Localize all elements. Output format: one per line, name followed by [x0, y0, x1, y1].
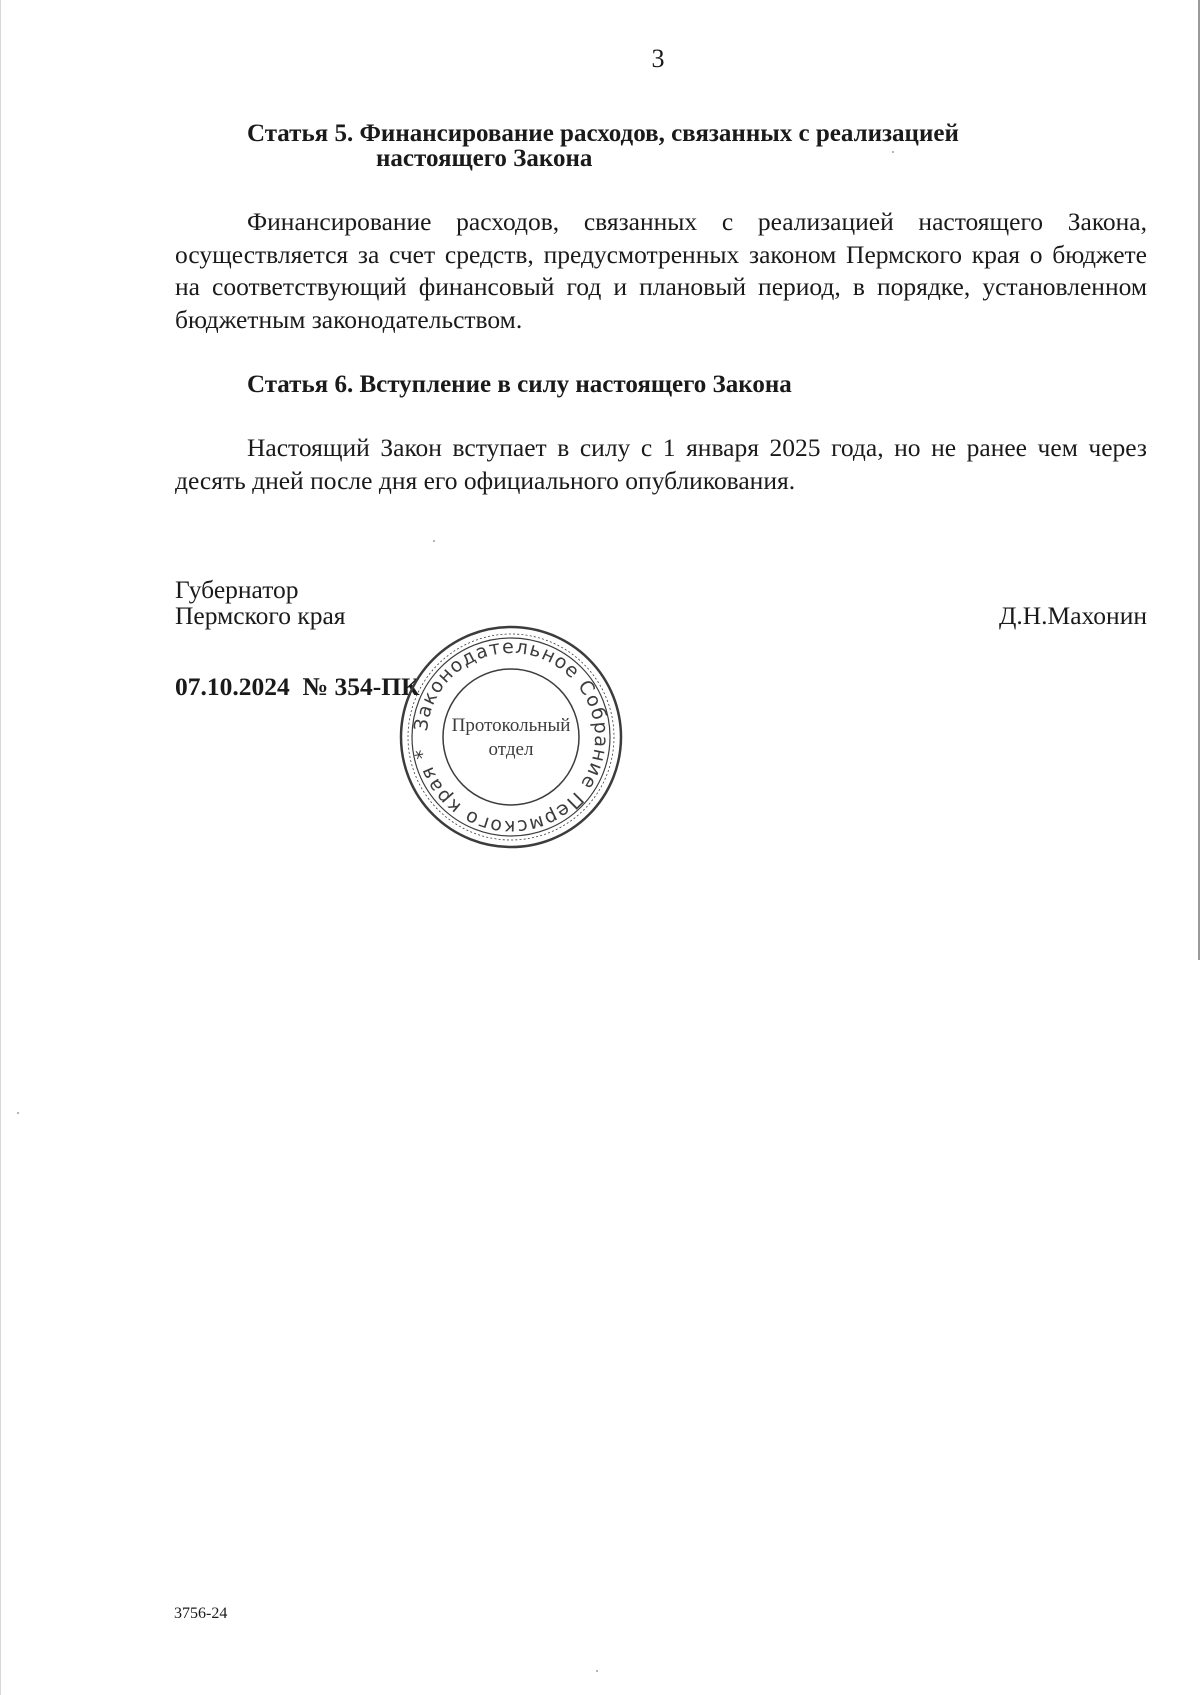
law-date-and-number: 07.10.2024 № 354-ПК: [175, 672, 420, 701]
article-5-heading: Статья 5. Финансирование расходов, связанных с реализацией: [247, 120, 959, 147]
official-stamp: [398, 624, 624, 850]
article-6-text: Настоящий Закон вступает в силу с 1 января 2025 года, но не ранее чем через десять дней после дня его официального опубликования.: [175, 433, 1147, 495]
stamp-outer-ring: [401, 627, 621, 847]
page-number: 3: [651, 44, 665, 73]
scan-speck: [892, 151, 894, 153]
stamp-seal-icon: [398, 624, 624, 850]
signatory-position-line-1: Губернатор: [175, 575, 299, 604]
scan-speck: [596, 1670, 598, 1672]
article-5-heading-continued: настоящего Закона: [376, 145, 593, 172]
article-6-heading: Статья 6. Вступление в силу настоящего Закона: [247, 371, 792, 398]
scan-edge-left: [0, 0, 1, 1695]
scan-speck: [17, 1112, 19, 1114]
scan-speck: [433, 540, 435, 542]
stamp-center-line-1: Протокольный: [451, 715, 571, 736]
stamp-inner-ring: [443, 669, 579, 805]
signatory-position: [175, 577, 346, 629]
stamp-center-line-2: отдел: [488, 739, 534, 760]
stamp-ring-text: Законодательное Собрание Пермского края *: [410, 635, 613, 839]
document-code: 3756-24: [174, 1605, 228, 1622]
signatory-position-line-2: Пермского края: [175, 601, 346, 630]
signatory-name: Д.Н.Махонин: [998, 601, 1147, 630]
article-5-text: Финансирование расходов, связанных с реализацией настоящего Закона, осуществляется за счет средств, предусмотренных законом Пермского края о бюджете на соответствующий финансовый год и плановый период, в порядке, установленном бюджетным законодательством.: [175, 207, 1147, 334]
stamp-dotted-ring: [408, 634, 614, 840]
